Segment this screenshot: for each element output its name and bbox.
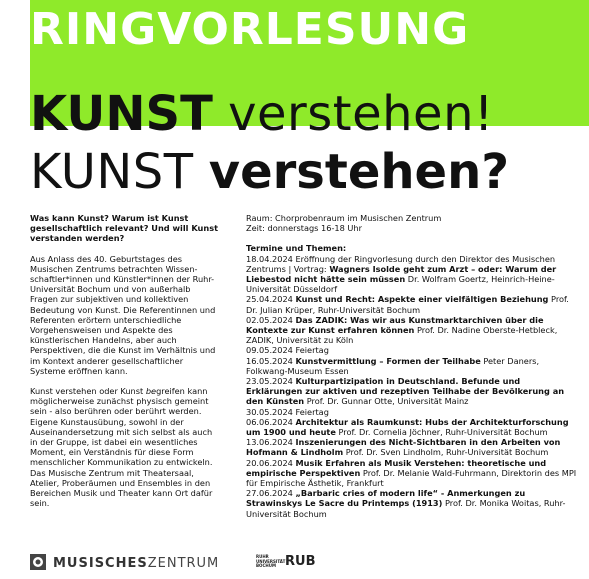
entry-title: Architektur als Raumkunst: Hubs der Architekturforschung um 1900 und heute [246,416,569,438]
headline-word-light: verstehen! [228,86,494,142]
entry-date: 23.05.2024 [246,376,296,387]
entry-date: 06.06.2024 [246,416,296,427]
series-title: RINGVORLESUNG [30,4,470,55]
entry-date: 09.05.2024 [246,345,296,356]
entry-title: Das ZADIK: Was wir aus Kunstmarktarchiven über die Kontexte zur Kunst erfahren können [246,314,544,336]
headline-line-1 [30,88,494,140]
rub-small-text: RUHR UNIVERSITÄT BOCHUM [256,554,286,568]
schedule-entry [246,458,578,489]
entry-speaker: Dr. Wolfram Goertz, Heinrich-Heine-Universität Düsseldorf [246,274,555,295]
logo-text-bold: MUSISCHES [53,556,148,571]
schedule-list [246,254,578,519]
headline-word-light: KUNST [30,144,194,200]
description-paragraph: Aus Anlass des 40. Geburtstages des Musischen Zentrums betrachten Wissenschaftler*innen und Künstler*innen der Ruhr-Universität Bochum und von außerhalb Fragen zur subjektiven und kollektiven Bedeutung von Kunst. Die Referentinnen und Referenten erörtern unterschiedliche Vorgehensweisen und Aspekte des künstlerischen Handelns, aber auch Perspektiven, die die Kunst im Verhältnis und im Kontext anderer gesellschaftlicher Systeme eröffnen kann. [30,253,216,376]
rub-logo: RUB [285,554,316,569]
entry-title: Wagners Isolde geht zum Arzt – oder: Warum der Liebestod nicht hätte sein müssen [246,263,557,285]
entry-title: „Barbaric cries of modern life“ - Anmerkungen zu Strawinskys Le Sacre du Printemps (1913) [246,488,526,509]
schedule-entry [246,254,578,295]
footer [0,552,589,579]
entry-title: Inszenierungen des Nicht-Sichtbaren in den Arbeiten von Hofmann & Lindholm [246,437,561,458]
entry-date: 27.06.2024 [246,488,296,499]
entry-title: Kulturpartizipation in Deutschland. Befunde und Erklärungen zur aktiven und rezeptiven Teilhabe der Bevölkerung an den Künsten [246,376,565,407]
schedule-entry [246,356,578,376]
schedule-entry [246,488,578,519]
entry-speaker: Prof. Dr. Cornelia Jöchner, Ruhr-Universität Bochum [335,427,548,438]
schedule-entry [246,345,578,355]
schedule-entry [246,407,578,417]
entry-date: 13.06.2024 [246,437,296,448]
entry-date: 25.04.2024 [246,294,296,305]
headline-word-bold: KUNST [30,86,213,142]
entry-pre: Feiertag [295,406,329,417]
entry-date: 20.06.2024 [246,457,296,468]
schedule-entry [246,294,578,314]
left-column [30,213,220,518]
text-run: Kunst verstehen oder Kunst [30,386,146,397]
entry-date: 16.05.2024 [246,355,296,366]
description-paragraph-2 [30,386,220,508]
entry-date: 30.05.2024 [246,406,296,417]
entry-date: 02.05.2024 [246,314,296,325]
intro-question: Was kann Kunst? Warum ist Kunst gesellschaftlich relevant? Und will Kunst verstanden werden? [30,213,218,244]
schedule-entry [246,417,578,437]
musisches-zentrum-logo-icon [30,554,46,570]
entry-pre: Feiertag [295,345,329,356]
entry-title: Kunst und Recht: Aspekte einer vielfältigen Beziehung [295,294,549,305]
schedule-entry [246,315,578,346]
right-column [246,213,578,519]
room-info: Raum: Chorprobenraum im Musischen Zentrum [246,213,442,223]
entry-speaker: Prof. Dr. Sven Lindholm, Ruhr-Universität Bochum [343,447,549,458]
text-run: greifen kann möglicherweise zunächst physisch gemeint sein - also berühren oder berührt werden. Eigene Kunstausübung, sowohl in der Auseinandersetzung mit sich selbst als auch in der Gruppe, ist dabei ein wesentliches Moment, ein Verständnis für diese Form menschlicher Kommunikation zu entwickeln. Das Musische Zentrum mit Theatersaal, Atelier, Proberäumen und Ensembles in den Bereichen Musik und Theater kann Ort dafür sein. [30,386,213,509]
entry-date: 18.04.2024 [246,253,296,264]
entry-speaker: Peter Daners, Folkwang-Museum Essen [246,355,540,376]
musisches-zentrum-logo-text [53,556,219,572]
entry-speaker: Prof. Dr. Nadine Oberste-Hetbleck, ZADIK, Universität zu Köln [246,325,558,346]
entry-speaker: Prof. Dr. Melanie Wald-Fuhrmann, Direktorin des MPI für Empirische Ästhetik, Frankfurt [246,467,577,489]
emphasis-text: be [145,386,157,397]
time-info: Zeit: donnerstags 16-18 Uhr [246,223,362,234]
entry-title: Musik Erfahren als Musik Verstehen: theoretische und empirische Perspektiven [246,457,547,478]
entry-speaker: Prof. Dr. Gunnar Otte, Universität Mainz [304,396,469,407]
schedule-heading: Termine und Themen: [246,243,347,254]
headline-word-bold: verstehen? [208,144,510,200]
entry-title: Kunstvermittlung – Formen der Teilhabe [295,355,481,366]
entry-speaker: Prof. Dr. Julian Krüper, Ruhr-Universität Bochum [246,294,569,315]
entry-speaker: Prof. Dr. Monika Woitas, Ruhr-Universität Bochum [246,498,566,519]
logo-text-light: ZENTRUM [147,556,220,571]
headline-line-2 [30,146,509,198]
schedule-entry [246,376,578,407]
schedule-entry [246,437,578,457]
entry-pre: Eröffnung der Ringvorlesung durch den Direktor des Musischen Zentrums | Vortrag: [246,253,556,274]
